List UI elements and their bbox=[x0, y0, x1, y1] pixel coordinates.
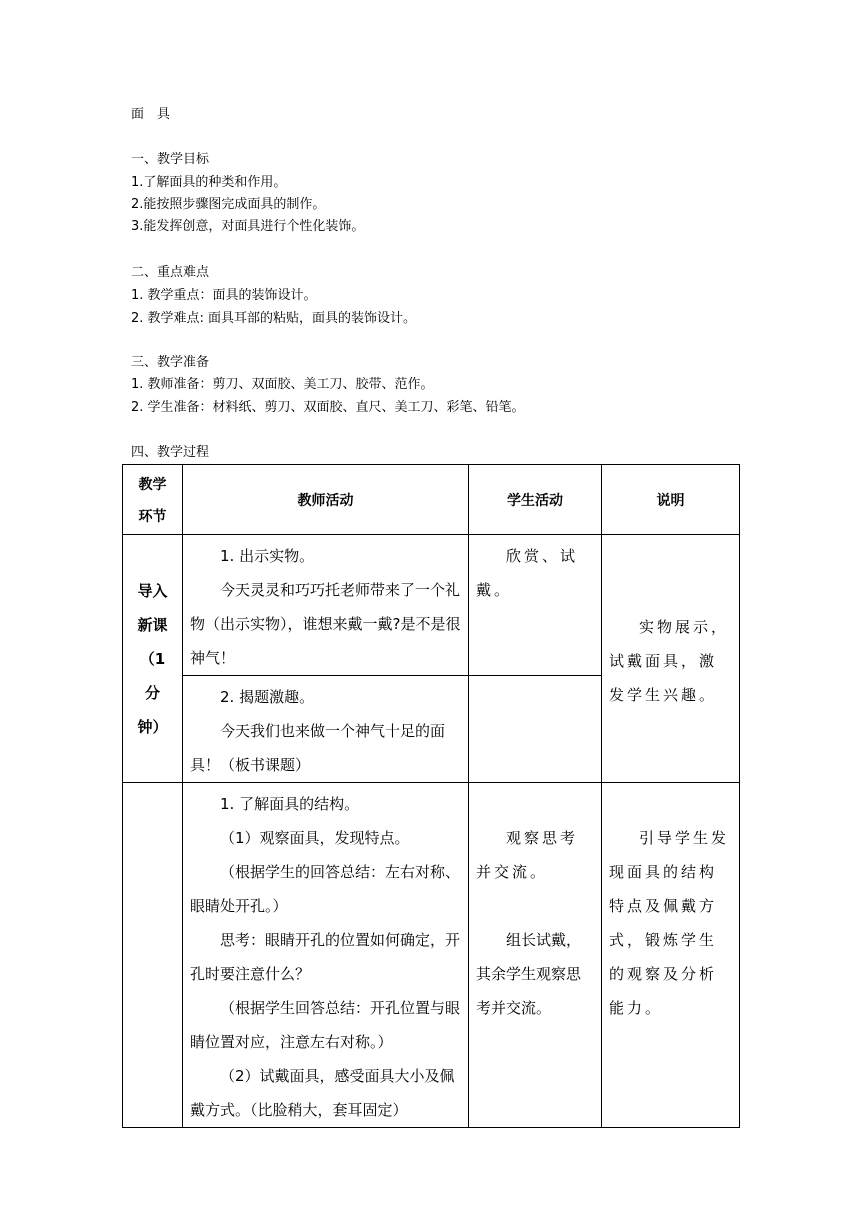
student-activity-cell bbox=[469, 535, 602, 676]
header-student: 学生活动 bbox=[469, 465, 602, 535]
teacher-activity-text: （1）观察面具，发现特点。 bbox=[220, 829, 410, 847]
teacher-activity-cell bbox=[183, 676, 469, 783]
process-table bbox=[122, 464, 740, 1128]
table-row bbox=[123, 535, 740, 676]
header-stage-line: 教学 bbox=[138, 477, 167, 493]
goal-item: 3.能发挥创意，对面具进行个性化装饰。 bbox=[131, 219, 365, 234]
stage-line: （1 bbox=[139, 649, 166, 668]
goal-item: 1.了解面具的种类和作用。 bbox=[131, 175, 287, 190]
teacher-activity-text: 今天我们也来做一个神气十足的面具！（板书课题） bbox=[190, 722, 446, 774]
notes-cell bbox=[602, 783, 740, 1128]
header-stage bbox=[123, 465, 183, 535]
header-notes: 说明 bbox=[602, 465, 740, 535]
stage-cell bbox=[123, 783, 183, 1128]
notes-cell bbox=[602, 535, 740, 783]
table-row bbox=[123, 783, 740, 1128]
notes-text: 引导学生发现面具的结构特点及佩戴方式，锻炼学生的观察及分析能力。 bbox=[609, 829, 730, 1017]
header-teacher: 教师活动 bbox=[183, 465, 469, 535]
student-activity-text: 组长试戴，其余学生观察思考并交流。 bbox=[476, 931, 582, 1017]
teacher-activity-text: 今天灵灵和巧巧托老师带来了一个礼物（出示实物），谁想来戴一戴?是不是很神气！ bbox=[190, 581, 461, 667]
student-activity-cell bbox=[469, 783, 602, 1128]
teacher-activity-cell bbox=[183, 535, 469, 676]
key-point-item: 1. 教学重点：面具的装饰设计。 bbox=[131, 288, 317, 303]
student-activity-text: 欣赏、试戴。 bbox=[476, 547, 579, 599]
teacher-activity-text: 1. 了解面具的结构。 bbox=[220, 795, 360, 813]
teacher-activity-text: 2. 揭题激趣。 bbox=[220, 688, 315, 706]
student-activity-cell bbox=[469, 676, 602, 783]
header-stage-line: 环节 bbox=[138, 509, 167, 525]
page-title: 面 具 bbox=[131, 107, 171, 122]
student-activity-text: 观察思考并交流。 bbox=[476, 829, 579, 881]
process-heading: 四、教学过程 bbox=[131, 445, 210, 460]
teacher-activity-text: （根据学生的回答总结：左右对称、眼睛处开孔。） bbox=[190, 863, 461, 915]
stage-line: 分 bbox=[144, 683, 160, 702]
teacher-activity-cell bbox=[183, 783, 469, 1128]
teacher-activity-text: 1. 出示实物。 bbox=[220, 547, 315, 565]
table-header-row bbox=[123, 465, 740, 535]
key-points-heading: 二、重点难点 bbox=[131, 265, 210, 280]
prep-item: 2. 学生准备：材料纸、剪刀、双面胶、直尺、美工刀、彩笔、铅笔。 bbox=[131, 400, 525, 415]
teacher-activity-text: （2）试戴面具，感受面具大小及佩戴方式。（比脸稍大，套耳固定） bbox=[190, 1067, 455, 1119]
stage-line: 钟） bbox=[137, 717, 168, 736]
goals-heading: 一、教学目标 bbox=[131, 152, 210, 167]
stage-line: 导入 bbox=[137, 581, 168, 600]
teacher-activity-text: （根据学生回答总结：开孔位置与眼睛位置对应，注意左右对称。） bbox=[190, 999, 461, 1051]
stage-line: 新课 bbox=[137, 615, 168, 634]
prep-heading: 三、教学准备 bbox=[131, 355, 210, 370]
notes-text: 实物展示，试戴面具，激发学生兴趣。 bbox=[609, 617, 730, 704]
teacher-activity-text: 思考：眼睛开孔的位置如何确定，开孔时要注意什么？ bbox=[190, 931, 461, 983]
prep-item: 1. 教师准备：剪刀、双面胶、美工刀、胶带、范作。 bbox=[131, 377, 434, 392]
key-point-item: 2. 教学难点: 面具耳部的粘贴，面具的装饰设计。 bbox=[131, 311, 417, 326]
stage-cell bbox=[123, 535, 183, 783]
goal-item: 2.能按照步骤图完成面具的制作。 bbox=[131, 197, 326, 212]
